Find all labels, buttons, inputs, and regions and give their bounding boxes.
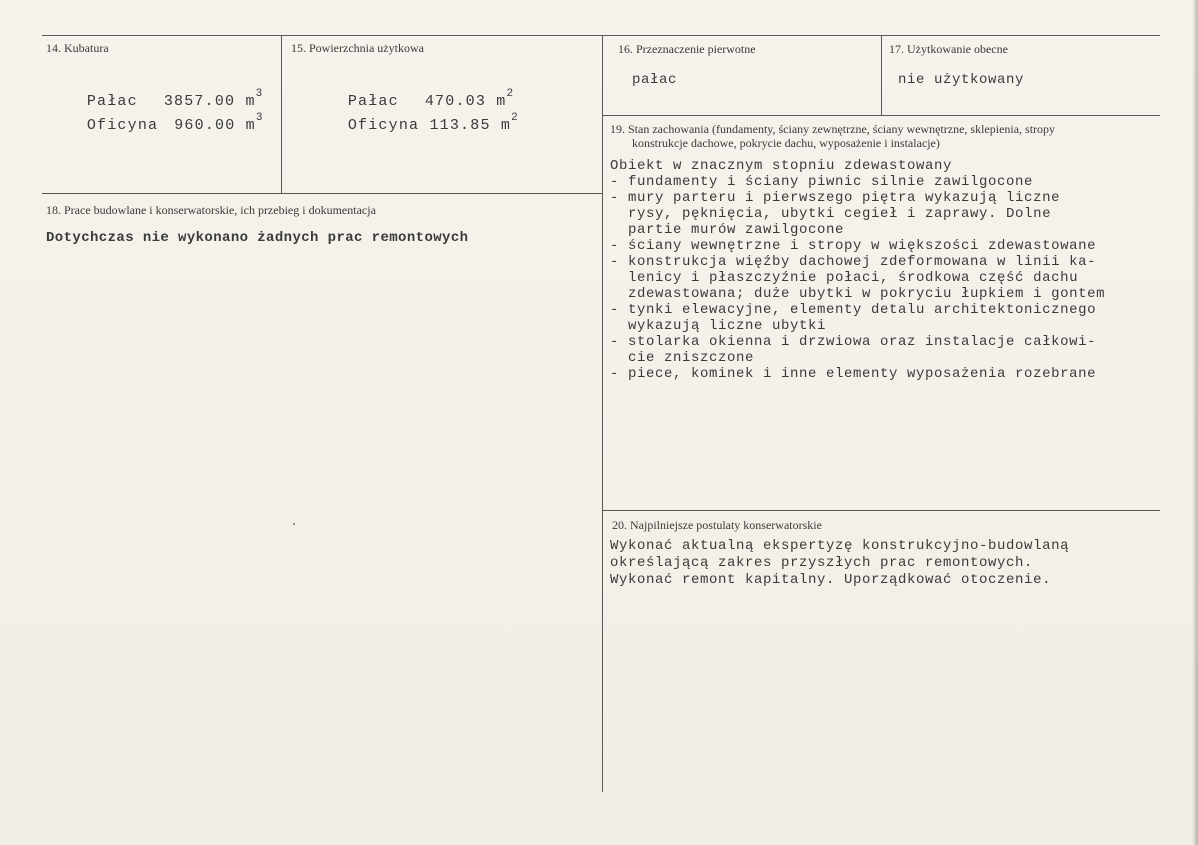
field-19-line: - stolarka okienna i drzwiowa oraz instalacje całkowi- (610, 334, 1097, 350)
field-14-row (46, 90, 264, 162)
field-16-label: 16. Przeznaczenie pierwotne (618, 42, 756, 56)
field-20-line: określającą zakres przyszłych prac remontowych. (610, 555, 1034, 571)
field-19-line: cie zniszczone (610, 350, 755, 366)
field-20-line: Wykonać aktualną ekspertyzę konstrukcyjno-budowlaną (610, 538, 1070, 554)
field-14-label: 14. Kubatura (46, 41, 109, 55)
field-14-exp: 3 (255, 88, 264, 100)
field-19-text (610, 158, 1105, 382)
field-15-unit: m (496, 93, 507, 110)
top-rule (42, 35, 1160, 36)
field-20-label: 20. Najpilniejsze postulaty konserwatorskie (612, 518, 822, 532)
field-19-line: - ściany wewnętrzne i stropy w większości zdewastowane (610, 238, 1097, 254)
field-18-label: 18. Prace budowlane i konserwatorskie, ich przebieg i dokumentacja (46, 203, 376, 217)
field-15-value: 470.03 (424, 93, 487, 110)
field-14-name: Oficyna (86, 117, 159, 134)
field-15-exp: 2 (511, 112, 519, 124)
field-19-line: - piece, kominek i inne elementy wyposażenia rozebrane (610, 366, 1097, 382)
field-19-line: rysy, pęknięcia, ubytki cegieł i zaprawy. Dolne (610, 206, 1052, 222)
field-15-name: Pałac (347, 93, 399, 110)
field-19-line: - mury parteru i pierwszego piętra wykazują liczne (610, 190, 1061, 206)
field-19-line: - konstrukcja więźby dachowej zdeformowana w linii ka- (610, 254, 1097, 270)
field-19-line: lenicy i płaszczyźnie połaci, środkowa część dachu (610, 270, 1079, 286)
field-14-value: 960.00 (174, 117, 236, 134)
rule-under-14-15 (42, 193, 603, 194)
divider-16-17 (881, 35, 882, 115)
field-15-name: Oficyna (347, 117, 420, 134)
card-edge-shadow (1192, 0, 1198, 845)
field-19-label-line1: 19. Stan zachowania (fundamenty, ściany zewnętrzne, ściany wewnętrzne, sklepienia, stropy (610, 122, 1056, 136)
field-15-value: 113.85 (429, 117, 491, 134)
field-20-line: Wykonać remont kapitalny. Uporządkować otoczenie. (610, 572, 1052, 588)
field-19-line: zdewastowana; duże ubytki w pokryciu łupkiem i gontem (610, 286, 1106, 302)
field-14-unit: m (245, 93, 256, 110)
field-14-name: Pałac (86, 93, 138, 110)
field-19-line: partie murów zawilgocone (610, 222, 845, 238)
field-18-value: Dotychczas nie wykonano żadnych prac remontowych (46, 230, 469, 246)
field-19-line: Obiekt w znacznym stopniu zdewastowany (610, 158, 953, 174)
field-15-row (307, 90, 519, 162)
field-14-exp: 3 (255, 112, 264, 124)
rule-above-20 (602, 510, 1160, 511)
field-15-unit: m (500, 117, 512, 134)
field-17-label: 17. Użytkowanie obecne (889, 42, 1008, 56)
divider-14-15 (281, 35, 282, 193)
field-15-label: 15. Powierzchnia użytkowa (291, 41, 424, 55)
field-14-unit: m (245, 117, 256, 134)
field-19-line: - tynki elewacyjne, elementy detalu architektonicznego (610, 302, 1097, 318)
field-19-line: - fundamenty i ściany piwnic silnie zawilgocone (610, 174, 1034, 190)
field-16-value: pałac (632, 72, 678, 88)
paper-speck (293, 523, 295, 525)
field-17-value: nie użytkowany (898, 72, 1025, 88)
field-19-line: wykazują liczne ubytki (610, 318, 827, 334)
field-20-text (610, 538, 1069, 589)
rule-under-16-17 (602, 115, 1160, 116)
field-14-value: 3857.00 (163, 93, 236, 110)
center-divider (602, 35, 603, 792)
field-15-exp: 2 (506, 88, 515, 100)
field-19-label-line2: konstrukcje dachowe, pokrycie dachu, wyposażenie i instalacje) (632, 136, 940, 150)
